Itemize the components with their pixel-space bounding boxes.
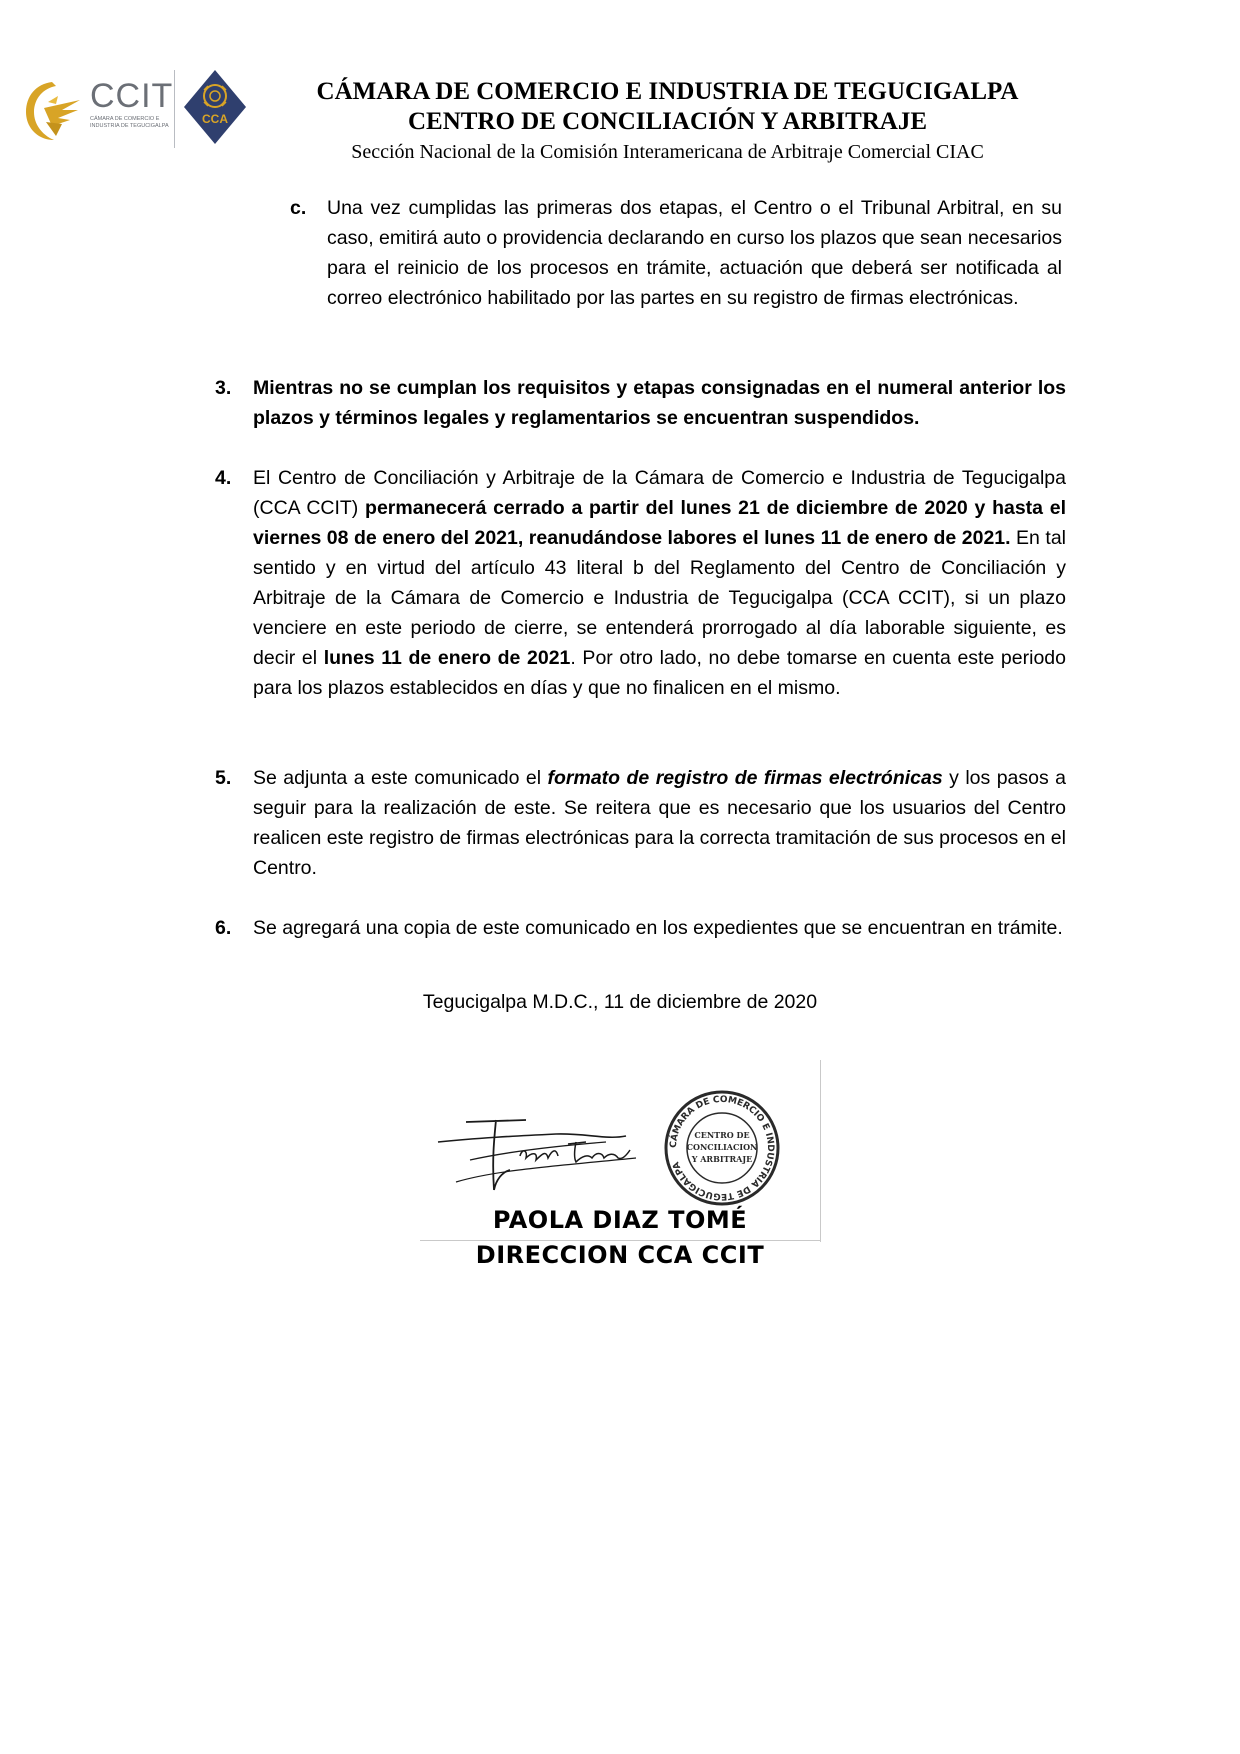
handwritten-signature xyxy=(436,1100,696,1210)
seal-ring-text: CÁMARA DE COMERCIO E INDUSTRIA DE TEGUCIGALPA xyxy=(668,1094,776,1202)
header-logos xyxy=(22,66,262,156)
reopen-date-bold: lunes 11 de enero de 2021 xyxy=(323,647,571,669)
ccit-wordmark: CCIT xyxy=(90,77,174,115)
text-run: Se adjunta a este comunicado el xyxy=(253,767,548,789)
form-name-emphasis: formato de registro de firmas electrónicas xyxy=(547,767,943,789)
letterhead xyxy=(260,77,1075,165)
text-run: El Centro de Conciliación y Arbitraje de la Cámara de Comercio e Industria de Tegucigalpa (CCA CCIT) xyxy=(253,467,1066,519)
list-marker: 4. xyxy=(215,467,232,489)
text-run: . Por otro lado, no debe tomarse en cuenta este periodo para los plazos establecidos en días y que no finalicen en el mismo. xyxy=(253,647,1066,699)
closure-dates-bold: permanecerá cerrado a partir del lunes 21 de diciembre de 2020 y hasta el viernes 08 de enero del 2021, reanudándose labores el lunes 11 de enero de 2021. xyxy=(253,497,1067,549)
logo-divider xyxy=(174,70,175,148)
cca-wordmark: CCA xyxy=(202,112,228,126)
seal-center-line-3: Y ARBITRAJE xyxy=(691,1154,753,1164)
signatory-name: PAOLA DIAZ TOMÉ xyxy=(492,1206,748,1234)
place-and-date-text: Tegucigalpa M.D.C., 11 de diciembre de 2020 xyxy=(422,991,818,1013)
cca-diamond-logo-icon xyxy=(182,68,248,146)
signature-frame-right xyxy=(820,1060,821,1242)
letterhead-line-3: Sección Nacional de la Comisión Interamericana de Arbitraje Comercial CIAC xyxy=(351,141,984,163)
letterhead-line-2: CENTRO DE CONCILIACIÓN Y ARBITRAJE xyxy=(407,108,928,135)
signatory-title: DIRECCION CCA CCIT xyxy=(475,1241,765,1269)
list-item-text xyxy=(253,463,1066,703)
seal-center-line-2: CONCILIACION xyxy=(686,1142,758,1152)
ccit-eagle-logo-icon xyxy=(22,78,84,144)
list-marker: 5. xyxy=(215,767,232,789)
list-item-text: Mientras no se cumplan los requisitos y etapas consignadas en el numeral anterior los plazos y términos legales y reglamentarios se encuentran suspendidos. xyxy=(253,377,1066,429)
list-item-text: Se agregará una copia de este comunicado en los expedientes que se encuentran en trámite. xyxy=(253,917,1063,939)
list-marker: c. xyxy=(290,197,307,219)
list-marker: 6. xyxy=(215,917,232,939)
ccit-wordmark-subtitle: CÁMARA DE COMERCIO E INDUSTRIA DE TEGUCIGALPA xyxy=(90,116,169,129)
institution-seal-stamp xyxy=(662,1088,782,1208)
text-run: y los pasos a seguir para la realización de este. Se reitera que es necesario que los usuarios del Centro realicen este registro de firmas electrónicas para la correcta tramitación de sus procesos en el Centro. xyxy=(253,767,1067,879)
list-item-text xyxy=(253,763,1066,883)
place-and-date xyxy=(0,988,1240,1016)
text-run: En tal sentido y en virtud del artículo 43 literal b del Reglamento del Centro de Conciliación y Arbitraje de la Cámara de Comercio e Industria de Tegucigalpa (CCA CCIT), si un plazo venciere en este periodo de cierre, se entenderá prorrogado al día laborable siguiente, es decir el xyxy=(253,527,1066,669)
list-marker: 3. xyxy=(215,377,232,399)
seal-center-line-1: CENTRO DE xyxy=(694,1130,750,1140)
letterhead-line-1: CÁMARA DE COMERCIO E INDUSTRIA DE TEGUCIGALPA xyxy=(316,78,1019,105)
list-item-text: Una vez cumplidas las primeras dos etapas, el Centro o el Tribunal Arbitral, en su caso, emitirá auto o providencia declarando en curso los plazos que sean necesarios para el reinicio de los procesos en trámite, actuación que deberá ser notificada al correo electrónico habilitado por las partes en su registro de firmas electrónicas. xyxy=(327,197,1062,309)
